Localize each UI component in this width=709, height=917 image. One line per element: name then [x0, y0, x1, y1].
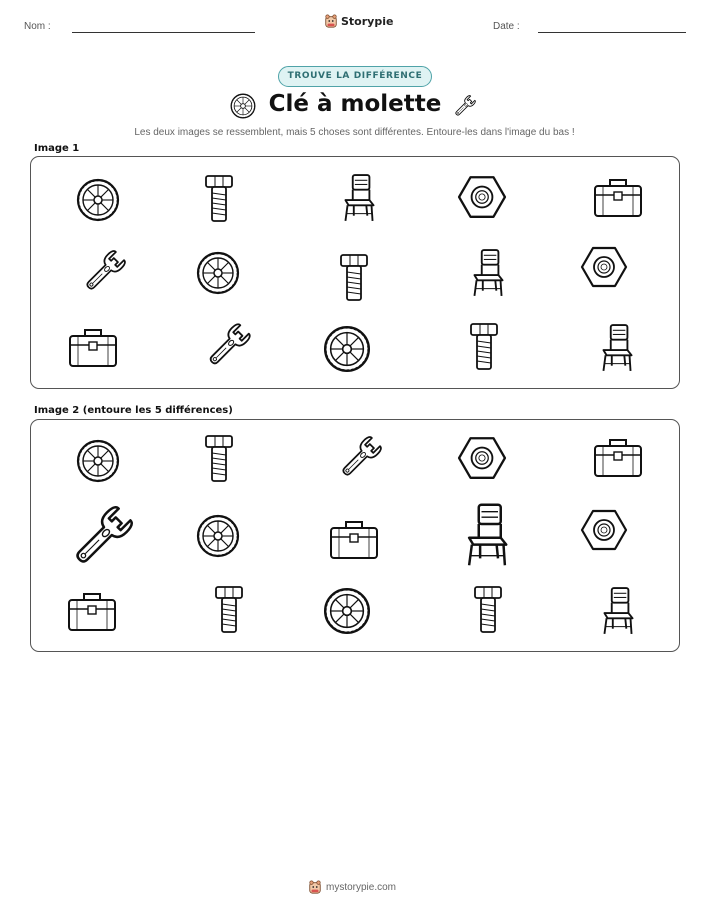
toolbox-icon[interactable] — [593, 436, 643, 480]
wheel-icon — [230, 93, 256, 119]
chair-icon[interactable] — [469, 248, 507, 298]
chair-icon[interactable] — [463, 502, 511, 568]
wrench-icon[interactable] — [67, 500, 139, 572]
bolt-icon[interactable] — [205, 435, 233, 483]
footer-url[interactable]: mystorypie.com — [326, 881, 397, 893]
bolt-icon[interactable] — [340, 254, 368, 302]
storypie-logo-icon — [324, 14, 338, 28]
toolbox-icon[interactable] — [68, 325, 118, 371]
nut-icon[interactable] — [580, 508, 628, 552]
wrench-icon[interactable] — [336, 432, 386, 482]
wheel-icon[interactable] — [76, 178, 120, 222]
bolt-icon[interactable] — [205, 175, 233, 223]
page-title: Clé à molette — [268, 91, 442, 117]
wheel-icon[interactable] — [196, 251, 240, 295]
toolbox-icon[interactable] — [67, 589, 117, 635]
wheel-icon[interactable] — [323, 587, 371, 635]
bolt-icon[interactable] — [215, 586, 243, 634]
chair-icon[interactable] — [599, 323, 635, 373]
wheel-icon[interactable] — [76, 439, 120, 483]
name-field[interactable] — [72, 32, 255, 33]
wrench-icon[interactable] — [80, 246, 130, 296]
wheel-icon[interactable] — [196, 514, 240, 558]
date-label: Date : — [493, 21, 520, 32]
image1-frame — [30, 156, 680, 389]
chair-icon[interactable] — [341, 173, 377, 223]
name-label: Nom : — [24, 21, 51, 32]
wrench-icon[interactable] — [203, 319, 255, 371]
wrench-icon — [452, 93, 478, 119]
instructions: Les deux images se ressemblent, mais 5 choses sont différentes. Entoure-les dans l'image du bas ! — [134, 127, 575, 138]
image2-frame — [30, 419, 680, 652]
footer — [308, 880, 396, 894]
image1-label: Image 1 — [34, 143, 80, 154]
nut-icon[interactable] — [457, 435, 507, 481]
brand-name: Storypie — [341, 14, 394, 28]
badge: TROUVE LA DIFFÉRENCE — [278, 66, 432, 87]
date-field[interactable] — [538, 32, 686, 33]
nut-icon[interactable] — [457, 174, 507, 220]
storypie-logo-icon — [308, 880, 322, 894]
nut-icon[interactable] — [580, 245, 628, 289]
chair-icon[interactable] — [600, 586, 636, 636]
brand — [324, 14, 393, 28]
toolbox-icon[interactable] — [329, 517, 379, 563]
bolt-icon[interactable] — [474, 586, 502, 634]
toolbox-icon[interactable] — [593, 176, 643, 220]
image2-label: Image 2 (entoure les 5 différences) — [34, 405, 233, 416]
wheel-icon[interactable] — [323, 325, 371, 373]
bolt-icon[interactable] — [470, 323, 498, 371]
